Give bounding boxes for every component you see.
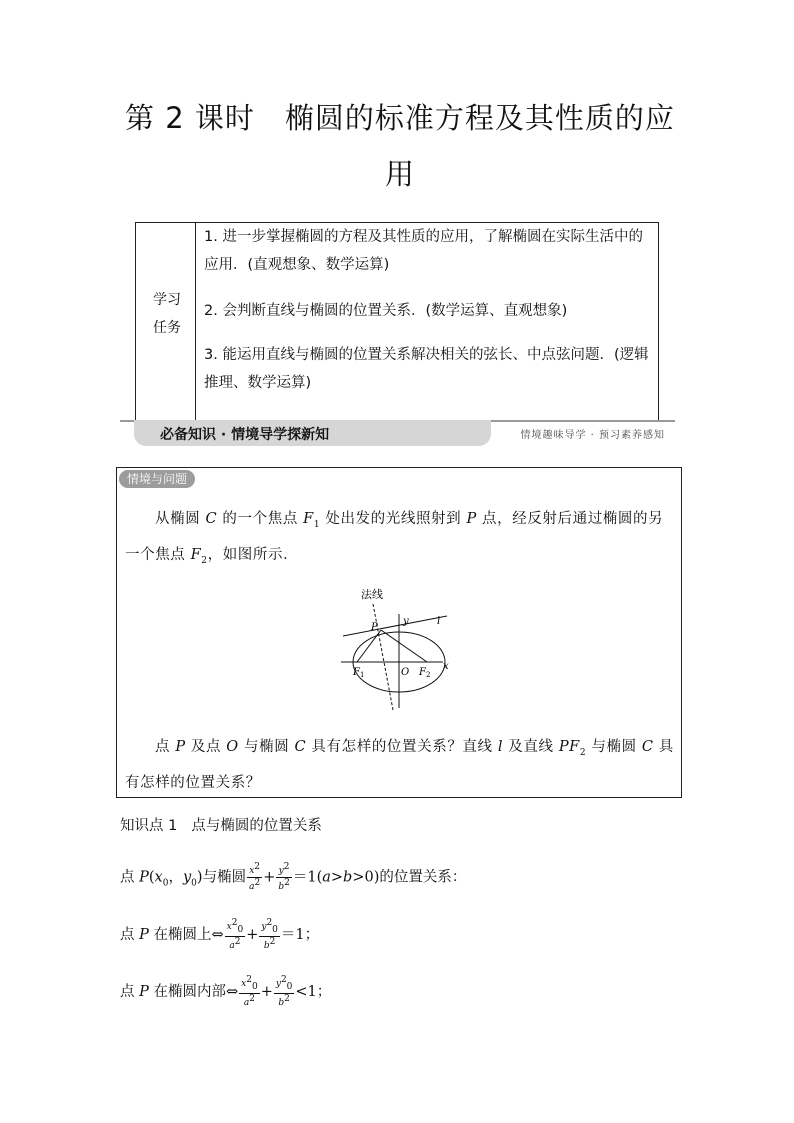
scenario-box (116, 467, 682, 798)
task-label-1: 学习 (153, 292, 181, 308)
task-item-3: 3. 能运用直线与椭圆的位置关系解决相关的弦长、中点弦问题．(逻辑推理、数学运算) (204, 347, 649, 391)
frac-y0-b2-inside: $\frac{y^2_0}{b^2}$ (275, 975, 293, 1008)
origin-label: O (401, 667, 410, 678)
page-title: 第 2 课时 椭圆的标准方程及其性质的应 (125, 101, 675, 135)
point-ellipse-relation: 点 $P(x_0$，$y_0$)与椭圆 $\frac{x^2}{a^2}$ + $\frac{y^2}{b^2}$ ＝1(a>b>0)的位置关系： (120, 862, 467, 892)
point-inside-ellipse: 点 P 在椭圆内部⇔ $\frac{x^2_0}{a^2}$ + $\frac{y^2_0}{b^2}$ <1； (120, 975, 332, 1008)
normal-line (373, 604, 393, 710)
scenario-paragraph-1: 从椭圆 C 的一个焦点 $F_1$ 处出发的光线照射到 P 点，经反射后通过椭圆的另一个焦点 $F_2$，如图所示． (125, 511, 664, 566)
task-label-2: 任务 (153, 320, 181, 336)
normal-label: 法线 (361, 588, 383, 601)
frac-y2-b2: $\frac{y^2}{b^2}$ (278, 862, 290, 892)
task-item-2: 2. 会判断直线与椭圆的位置关系．(数学运算、直观想象) (204, 303, 568, 319)
scenario-paragraph-2: 点 P 及点 O 与椭圆 C 具有怎样的位置关系？直线 l 及直线 $PF_2$ 与椭圆 C 具有怎样的位置关系？ (125, 739, 674, 791)
focus-f1-label: $F_1$ (353, 667, 365, 679)
section-banner (120, 420, 675, 446)
frac-x0-a2: $\frac{x^2_0}{a^2}$ (226, 918, 244, 951)
tangent-line-l (343, 616, 447, 636)
frac-x2-a2: $\frac{x^2}{a^2}$ (249, 862, 261, 892)
knowledge-point-title: 知识点 1 点与椭圆的位置关系 (120, 818, 322, 834)
focus-f2-label: $F_2$ (419, 667, 431, 679)
banner-title: 必备知识 · 情境导学探新知 (160, 427, 330, 443)
learning-task-table (135, 222, 659, 420)
banner-subtitle: 情境趣味导学 · 预习素养感知 (520, 430, 665, 441)
point-on-ellipse: 点 P 在椭圆上⇔ $\frac{x^2_0}{a^2}$ + $\frac{y^2_0}{b^2}$ ＝1； (120, 918, 320, 951)
scenario-tag: 情境与问题 (119, 470, 195, 488)
line-l-label: l (437, 616, 441, 627)
page-title-cont: 用 (384, 157, 415, 191)
x-axis-label: x (443, 661, 449, 672)
task-item-1: 1. 进一步掌握椭圆的方程及其性质的应用，了解椭圆在实际生活中的应用．(直观想象、数学运算) (204, 229, 643, 273)
ellipse-figure (337, 584, 453, 712)
task-label-cell (136, 223, 196, 421)
point-p-label: P (371, 622, 378, 633)
frac-x0-a2-inside: $\frac{x^2_0}{a^2}$ (241, 975, 258, 1008)
y-axis-label: y (403, 616, 409, 627)
frac-y0-b2: $\frac{y^2_0}{b^2}$ (261, 918, 278, 951)
